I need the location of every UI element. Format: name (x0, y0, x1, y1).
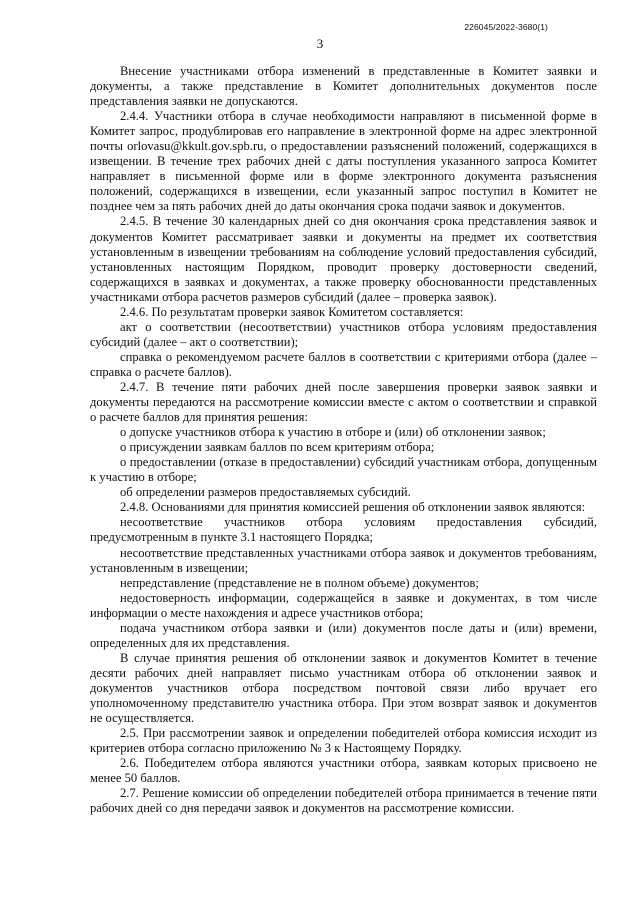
paragraph: В случае принятия решения об отклонении заявок и документов Комитет в течение десяти рабочих дней направляет письмо участникам отбора об отклонении заявок и документов участников отбора посредством почтовой связи либо вручает его уполномоченному представителю участника отбора. При этом возврат заявок и документов не осуществляется. (90, 650, 597, 726)
paragraph: 2.4.7. В течение пяти рабочих дней после завершения проверки заявок заявки и документы передаются на рассмотрение комиссии вместе с актом о соответствии и справкой о расчете баллов для принятия решения: (90, 379, 597, 425)
paragraph: несоответствие участников отбора условиям предоставления субсидий, предусмотренным в пункте 3.1 настоящего Порядка; (90, 515, 597, 545)
document-body (90, 64, 597, 816)
page-number: 3 (316, 36, 324, 51)
paragraph: подача участником отбора заявки и (или) документов после даты и (или) времени, определенных для их представления. (90, 620, 597, 650)
paragraph: 2.5. При рассмотрении заявок и определении победителей отбора комиссия исходит из критериев отбора согласно приложению № 3 к Настоящему Порядку. (90, 726, 597, 756)
paragraph: 2.6. Победителем отбора являются участники отбора, заявкам которых присвоено не менее 50 баллов. (90, 756, 597, 786)
paragraph: недостоверность информации, содержащейся в заявке и документах, в том числе информации о месте нахождения и адресе участников отбора; (90, 590, 597, 620)
paragraph: 2.4.5. В течение 30 календарных дней со дня окончания срока представления заявок и документов Комитет рассматривает заявки и документы на предмет их соответствия установленным в извещении требованиям на соблюдение условий предоставления субсидий, установленных настоящим Порядком, проводит проверку достоверности сведений, содержащихся в заявках и документах, а также проверку обоснованности представленных участниками отбора расчетов размеров субсидий (далее – проверка заявок). (90, 214, 597, 304)
paragraph: несоответствие представленных участниками отбора заявок и документов требованиям, установленным в извещении; (90, 545, 597, 575)
document-id: 226045/2022-3680(1) (464, 22, 548, 32)
paragraph: справка о рекомендуемом расчете баллов в соответствии с критериями отбора (далее – справка о расчете баллов). (90, 349, 597, 379)
paragraph: 2.7. Решение комиссии об определении победителей отбора принимается в течение пяти рабочих дней со дня передачи заявок и документов на рассмотрение комиссии. (90, 786, 597, 816)
paragraph: об определении размеров предоставляемых субсидий. (120, 485, 411, 500)
paragraph: о присуждении заявкам баллов по всем критериям отбора; (120, 440, 435, 455)
paragraph: непредставление (представление не в полном объеме) документов; (120, 575, 479, 590)
paragraph: акт о соответствии (несоответствии) участников отбора условиям предоставления субсидий (далее – акт о соответствии); (90, 319, 597, 349)
paragraph: о допуске участников отбора к участию в отборе и (или) об отклонении заявок; (120, 425, 546, 440)
paragraph: 2.4.6. По результатам проверки заявок Комитетом составляется: (120, 304, 464, 319)
paragraph: о предоставлении (отказе в предоставлении) субсидий участникам отбора, допущенным к участию в отборе; (90, 455, 597, 485)
paragraph: 2.4.8. Основаниями для принятия комиссией решения об отклонении заявок являются: (120, 500, 586, 515)
paragraph: 2.4.4. Участники отбора в случае необходимости направляют в письменной форме в Комитет запрос, продублировав его направление в электронной форме на адрес электронной почты orlovasu@kkult.gov.spb.ru, о предоставлении разъяснений положений, содержащихся в извещении. В течение трех рабочих дней с даты поступления указанного запроса Комитет направляет в письменной форме или в форме электронного документа разъяснения положений, содержащихся в извещении, если указанный запрос поступил в Комитет не позднее чем за пять рабочих дней до даты окончания срока подачи заявок и документов. (90, 109, 597, 214)
paragraph: Внесение участниками отбора изменений в представленные в Комитет заявки и документы, а также представление в Комитет дополнительных документов после представления заявки не допускаются. (90, 64, 597, 109)
